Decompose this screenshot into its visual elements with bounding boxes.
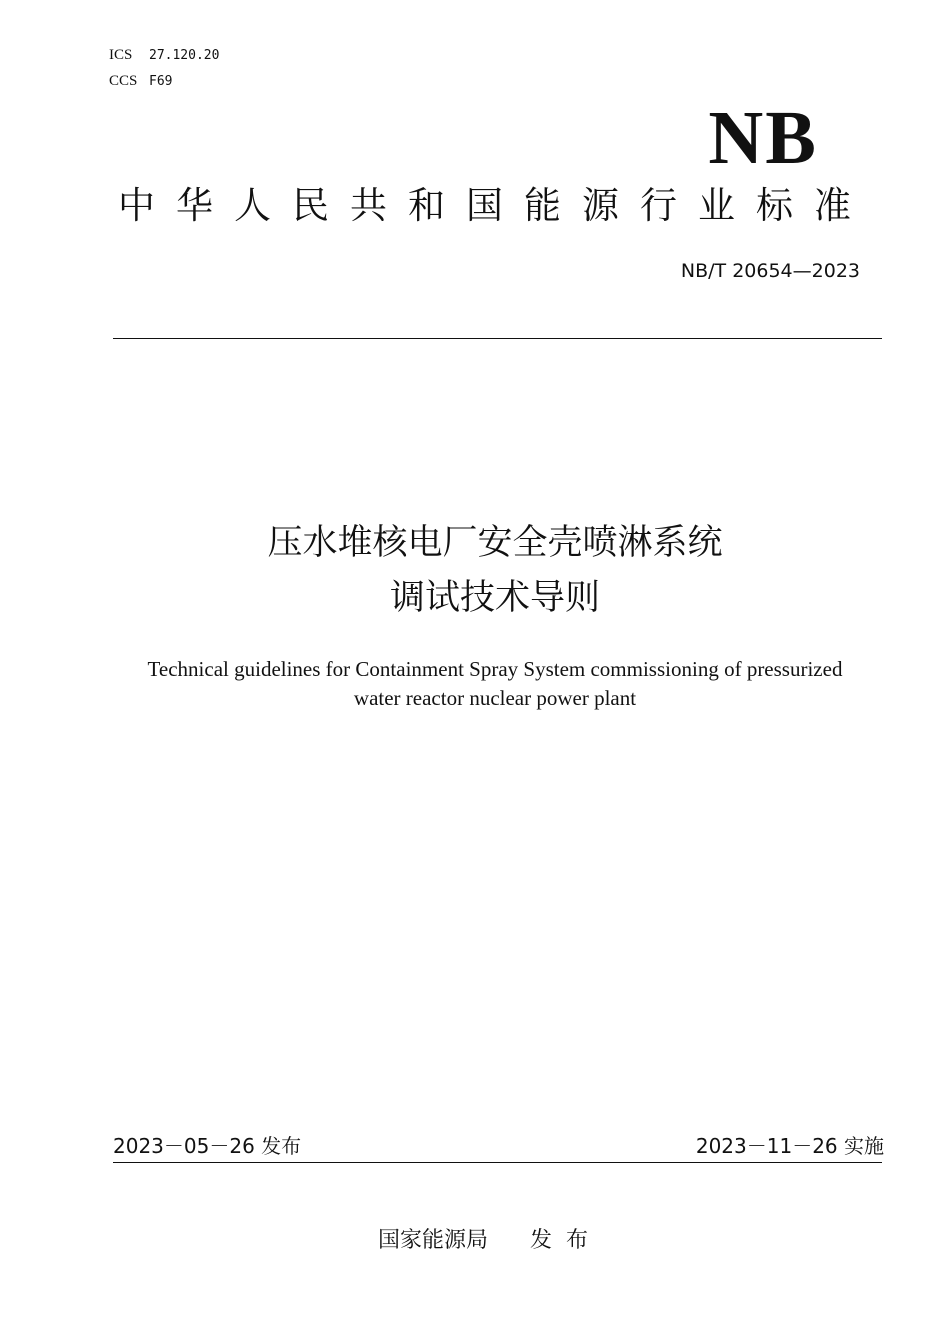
ics-label: ICS [109,47,133,63]
title-en-line1: Technical guidelines for Containment Spray System commissioning of pressurized [147,657,843,681]
ics-value: 27.120.20 [149,48,220,63]
implementation-date: 2023－11－26 实施 [695,1134,884,1158]
nb-logo: NB [708,96,818,180]
header-divider [113,338,882,339]
standard-number: NB/T 20654—2023 [680,260,860,282]
title-cn-line2: 调试技术导则 [389,578,600,618]
issue-date: 2023－05－26 发布 [113,1134,302,1158]
title-cn-line1: 压水堆核电厂安全壳喷淋系统 [267,523,723,563]
ics-code [109,46,219,65]
footer-divider [113,1162,882,1163]
ccs-code [109,72,172,91]
ccs-label: CCS [109,73,138,89]
publisher-action: 发布 [530,1228,603,1253]
publisher-name: 国家能源局 [377,1228,488,1253]
publisher-line [300,1226,680,1256]
ccs-value: F69 [149,74,173,89]
standard-category: 中华人民共和国能源行业标准 [118,184,872,227]
title-en-line2: water reactor nuclear power plant [353,686,637,710]
